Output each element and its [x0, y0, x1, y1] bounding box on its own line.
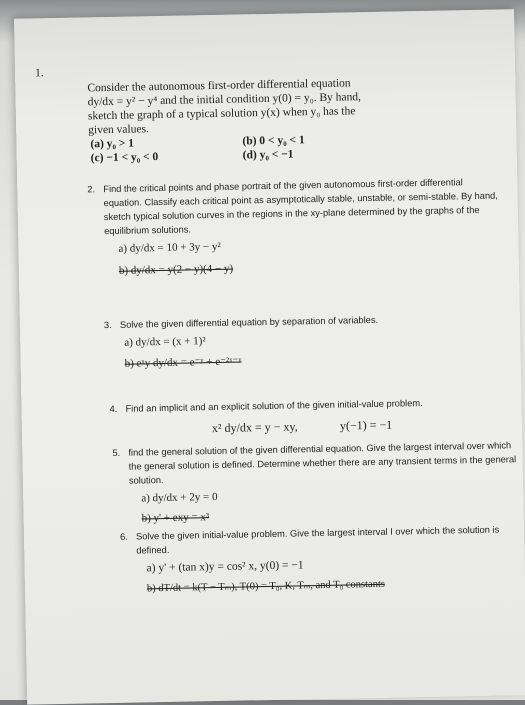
q4-number: 4.	[109, 403, 118, 415]
q3-part-b: b) eˣy dy/dx = e⁻ʸ + e⁻²ˣ⁻ʸ	[124, 355, 242, 370]
q2-part-a: a) dy/dx = 10 + 3y − y²	[118, 240, 221, 255]
q1-option-a: (a) y₀ > 1	[90, 137, 135, 151]
q5-line-1: find the general solution of the given differential equation. Give the largest interval over which	[128, 440, 512, 458]
q2-line-2: equation. Classify each critical point as asymptotically stable, unstable, or semi-stable. By hand,	[103, 190, 498, 209]
q5-number: 5.	[112, 447, 121, 458]
q6-line-2: defined.	[136, 544, 170, 556]
q1-option-c: (c) −1 < y₀ < 0	[90, 151, 159, 165]
q5-part-b: b) y' + exy = x³	[141, 511, 210, 525]
q2-line-1: Find the critical points and phase portrait of the given autonomous first-order differential	[103, 177, 463, 195]
q5-part-a: a) dy/dx + 2y = 0	[141, 490, 218, 505]
q1-option-d: (d) y₀ < −1	[242, 148, 294, 162]
q1-line-3: sketch the graph of a typical solution y(x) when y₀ has the	[87, 105, 356, 123]
q5-line-3: solution.	[128, 475, 164, 486]
q6-number: 6.	[119, 531, 128, 542]
q6-part-a: a) y' + (tan x)y = cos² x, y(0) = −1	[146, 559, 304, 575]
q3-number: 3.	[103, 319, 112, 331]
q1-option-b: (b) 0 < y₀ < 1	[242, 134, 305, 148]
q4-equation: x² dy/dx = y − xy,	[211, 419, 298, 436]
q6-part-b: b) dT/dt = k(T − Tₘ), T(0) = T₀, K, Tₘ, and T₀ constants	[146, 578, 386, 595]
q6-line-1: Solve the given initial-value problem. Give the largest interval I over which the solution is	[135, 524, 500, 542]
q4-initial-condition: y(−1) = −1	[339, 417, 393, 433]
q2-line-3: sketch typical solution curves in the regions in the xy-plane determined by the graphs of the	[103, 204, 480, 223]
q5-line-2: the general solution is defined. Determine whether there are any transient terms in the general	[128, 454, 517, 472]
q2-part-b: b) dy/dx = y(2 − y)(4 − y)	[118, 262, 234, 277]
q2-number: 2.	[87, 184, 96, 195]
q1-line-2: dy/dx = y² − y⁴ and the initial condition y(0) = y₀. By hand,	[87, 91, 362, 109]
q1-line-4: given values.	[88, 123, 149, 137]
q3-line: Solve the given differential equation by separation of variables.	[119, 314, 379, 330]
worksheet-page	[14, 9, 525, 704]
q3-part-a: a) dy/dx = (x + 1)²	[124, 335, 206, 349]
q1-line-1: Consider the autonomous first-order differential equation	[87, 77, 351, 95]
q1-number: 1.	[34, 67, 44, 80]
q4-line: Find an implicit and an explicit solution of the given initial-value problem.	[125, 398, 423, 414]
q2-line-4: equilibrium solutions.	[104, 224, 192, 237]
